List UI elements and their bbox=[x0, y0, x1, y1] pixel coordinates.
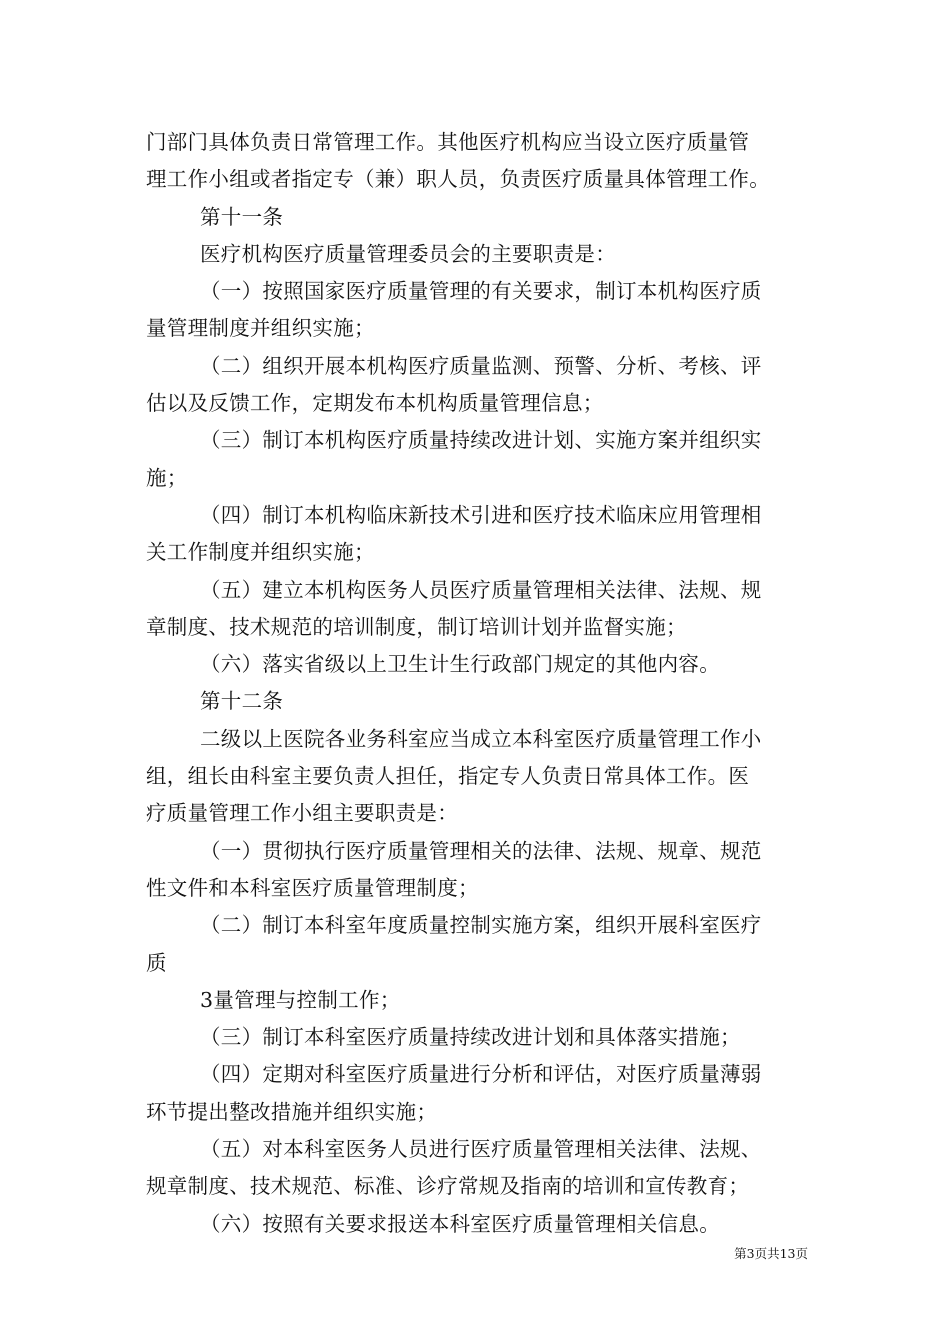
text-line: （二）制订本科室年度质量控制实施方案，组织开展科室医疗 bbox=[200, 913, 762, 938]
text-line: 量管理制度并组织实施； bbox=[146, 316, 375, 341]
text-line: 医疗机构医疗质量管理委员会的主要职责是： bbox=[200, 241, 616, 266]
text-line: （六）按照有关要求报送本科室医疗质量管理相关信息。 bbox=[200, 1211, 720, 1236]
text-line: （六）落实省级以上卫生计生行政部门规定的其他内容。 bbox=[200, 652, 720, 677]
text-line: 性文件和本科室医疗质量管理制度； bbox=[146, 875, 479, 900]
text-line: 章制度、技术规范的培训制度，制订培训计划并监督实施； bbox=[146, 614, 687, 639]
text-line: 估以及反馈工作，定期发布本机构质量管理信息； bbox=[146, 391, 604, 416]
text-line: 第十一条 bbox=[200, 204, 284, 229]
text-line: （五）建立本机构医务人员医疗质量管理相关法律、法规、规 bbox=[200, 577, 762, 602]
text-line: （四）定期对科室医疗质量进行分析和评估，对医疗质量薄弱 bbox=[200, 1062, 762, 1087]
text-line: （一）贯彻执行医疗质量管理相关的法律、法规、规章、规范 bbox=[200, 838, 762, 863]
text-line: （一）按照国家医疗质量管理的有关要求，制订本机构医疗质 bbox=[200, 279, 762, 304]
text-line: 质 bbox=[146, 950, 167, 975]
text-line: 门部门具体负责日常管理工作。其他医疗机构应当设立医疗质量管 bbox=[146, 130, 750, 154]
text-line: 疗质量管理工作小组主要职责是： bbox=[146, 801, 458, 826]
text-line: 理工作小组或者指定专（兼）职人员，负责医疗质量具体管理工作。 bbox=[146, 167, 770, 192]
text-line: 3量管理与控制工作； bbox=[200, 987, 401, 1012]
text-line: 环节提出整改措施并组织实施； bbox=[146, 1099, 438, 1124]
text-line: 施； bbox=[146, 465, 188, 490]
text-line: （五）对本科室医务人员进行医疗质量管理相关法律、法规、 bbox=[200, 1137, 762, 1162]
text-line: （三）制订本科室医疗质量持续改进计划和具体落实措施； bbox=[200, 1025, 741, 1050]
text-line: （四）制订本机构临床新技术引进和医疗技术临床应用管理相 bbox=[200, 502, 762, 527]
text-line: 规章制度、技术规范、标准、诊疗常规及指南的培训和宣传教育； bbox=[146, 1174, 750, 1199]
document-body bbox=[146, 124, 814, 1243]
page-number-footer: 第3页共13页 bbox=[734, 1246, 808, 1261]
text-line: （二）组织开展本机构医疗质量监测、预警、分析、考核、评 bbox=[200, 353, 762, 378]
text-line: （三）制订本机构医疗质量持续改进计划、实施方案并组织实 bbox=[200, 428, 762, 453]
text-line: 关工作制度并组织实施； bbox=[146, 540, 375, 565]
text-line: 第十二条 bbox=[200, 689, 284, 714]
text-line: 二级以上医院各业务科室应当成立本科室医疗质量管理工作小 bbox=[200, 726, 762, 751]
text-line: 组，组长由科室主要负责人担任，指定专人负责日常具体工作。医 bbox=[146, 764, 750, 789]
